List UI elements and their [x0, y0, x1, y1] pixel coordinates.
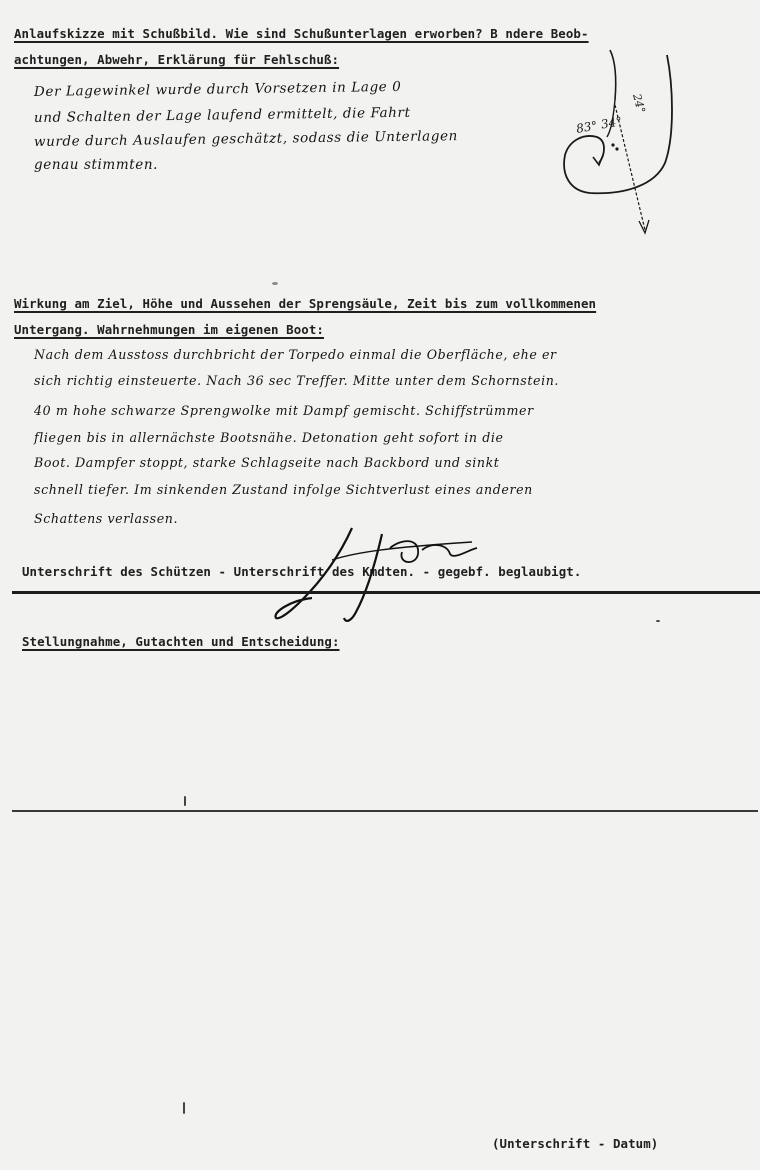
section3-heading: Stellungnahme, Gutachten und Entscheidung: [22, 634, 340, 649]
section2-handwritten-line6: schnell tiefer. Im sinkenden Zustand infolge Sichtverlust eines anderen [34, 482, 533, 497]
section3-divider [12, 810, 758, 812]
sketch-angle-label-2: 24° [630, 92, 648, 115]
section1-handwritten-line2: und Schalten der Lage laufend ermittelt, die Fahrt [33, 104, 411, 126]
footer-signature-date-label: (Unterschrift - Datum) [492, 1136, 659, 1151]
scan-speck [184, 796, 186, 806]
section1-heading-line2: achtungen, Abwehr, Erklärung für Fehlschuß: [14, 52, 340, 67]
section2-handwritten-line1: Nach dem Ausstoss durchbricht der Torpedo einmal die Oberfläche, ehe er [34, 347, 557, 362]
scan-speck [272, 282, 278, 285]
section2-handwritten-line3: 40 m hohe schwarze Sprengwolke mit Dampf gemischt. Schiffstrümmer [34, 403, 534, 418]
commander-signature [272, 520, 492, 630]
sketch-angle-label: 83° 34° [575, 114, 624, 136]
section1-heading-line1: Anlaufskizze mit Schußbild. Wie sind Schußunterlagen erworben? B ndere Beob- [14, 26, 589, 41]
signature-caption-line: Unterschrift des Schützen - Unterschrift des Kmdten. - gegebf. beglaubigt. [22, 564, 582, 579]
section2-handwritten-line7: Schattens verlassen. [34, 511, 179, 526]
attack-sketch [555, 45, 695, 245]
section2-handwritten-line2: sich richtig einsteuerte. Nach 36 sec Treffer. Mitte unter dem Schornstein. [34, 373, 560, 388]
section1-handwritten-line3: wurde durch Auslaufen geschätzt, sodass die Unterlagen [33, 128, 459, 150]
scan-speck [183, 1102, 185, 1114]
section1-handwritten-line1: Der Lagewinkel wurde durch Vorsetzen in Lage 0 [33, 78, 402, 100]
section2-heading-line2: Untergang. Wahrnehmungen im eigenen Boot: [14, 322, 324, 337]
section2-handwritten-line5: Boot. Dampfer stoppt, starke Schlagseite nach Backbord und sinkt [34, 455, 500, 470]
section1-handwritten-line4: genau stimmten. [34, 157, 159, 173]
section2-handwritten-line4: fliegen bis in allernächste Bootsnähe. Detonation geht sofort in die [34, 430, 504, 445]
section2-heading-line1: Wirkung am Ziel, Höhe und Aussehen der Sprengsäule, Zeit bis zum vollkommenen [14, 296, 597, 311]
section-divider [12, 591, 760, 594]
signature-text: Schepke [394, 581, 403, 583]
scan-speck [656, 620, 660, 622]
